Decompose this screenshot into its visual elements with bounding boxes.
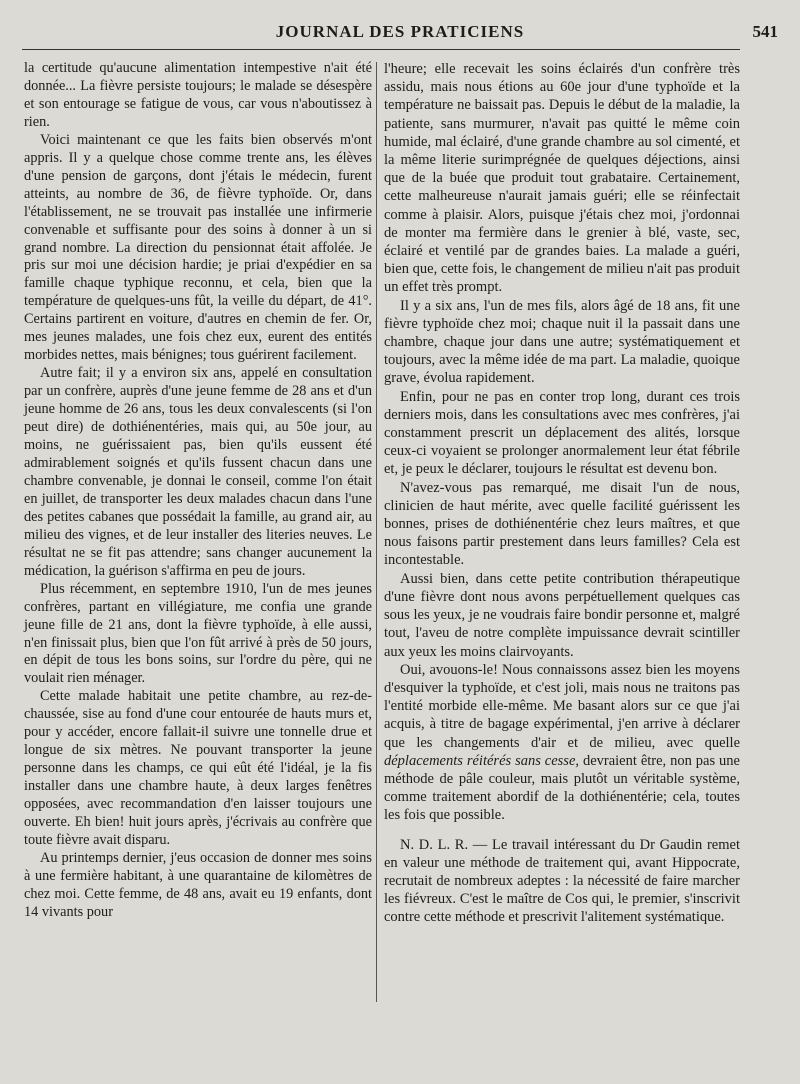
paragraph: Au printemps dernier, j'eus occasion de donner mes soins à une fermière habitant, à une quarantaine de kilomètres de chez moi. Cette femme, de 48 ans, avait eu 19 enfants, dont 14 vivants pour (24, 849, 372, 920)
paragraph: l'heure; elle recevait les soins éclairés d'un confrère très assidu, mais nous étions au 60e jour d'une typhoïde et la température ne baissait pas. Depuis le début de la maladie, la patiente, sans murmurer, n'avait pas quitté le même coin humide, mal éclairé, d'une grande chambre au sol cimenté, et la même literie surimprégnée de quelques déjections, ainsi que de la buée que produit tout grabataire. Certainement, cette malheureuse n'aurait jamais guéri; elle se réinfectait comme à plaisir. Alors, puisque j'étais chez moi, j'ordonnai de monter ma fermière dans le grenier à blé, vaste, sec, éclairé et ventilé par de grandes baies. La malade a guéri, bien que, cette fois, le changement de milieu n'ait pas produit un effet très prompt. (384, 61, 740, 296)
right-column (384, 60, 740, 927)
text-run: devraient être, non pas une méthode de pâle couleur, mais plutôt un véritable système, comme traitement abordif de la dothiénentérie; cela, toutes les fois que possible. (384, 752, 740, 824)
text-run: Oui, avouons-le! Nous connaissons assez bien les moyens d'esquiver la typhoïde, et c'est joli, mais nous ne traitons pas l'entité morbide elle-même. Me basant alors sur ce que j'ai acquis, à titre de bagage expérimental, j'en arrive à déclarer que les changements d'air et de milieu, avec quelle (384, 661, 740, 751)
paragraph: Autre fait; il y a environ six ans, appelé en consultation par un confrère, auprès d'une jeune femme de 28 ans et d'un jeune homme de 26 ans, tous les deux convalescents (si l'on peut dire) de dothiénentéries, mais qui, au 50e jour, au moins, ne guérissaient pas, bien qu'ils eussent été admirablement soignés et qu'ils fussent chacun dans une chambre convenable, je donnai le conseil, comme l'on était en juillet, de transporter les deux malades chacun dans l'une des petites cabanes que possédait la famille, au grand air, au milieu des vignes, et de leur installer des literies neuves. Le résultat ne se fit pas attendre; sans changer aucunement la médication, la guérison s'affirma en peu de jours. (24, 365, 372, 579)
italic-text: déplacements réitérés sans cesse, (384, 752, 580, 769)
paragraph: Il y a six ans, l'un de mes fils, alors âgé de 18 ans, fit une fièvre typhoïde chez moi; chaque nuit il la passait dans une chambre, chaque jour dans une autre; systématiquement et toujours, avec la même idée de ma part. La maladie, quoique grave, évolua rapidement. (384, 297, 740, 387)
paragraph: Plus récemment, en septembre 1910, l'un de mes jeunes confrères, partant en villégiature, me confia une grande jeune fille de 21 ans, dont la fièvre typhoïde, à elle aussi, n'en finissait plus, bien que l'on fût arrivé à près de 50 jours, en dépit de tous les bons soins, sur l'ordre du père, qui ne voulait rien ménager. (24, 580, 372, 687)
header-rule (22, 49, 740, 50)
left-column (24, 60, 372, 922)
column-separator (376, 62, 377, 1002)
paragraph: Cette malade habitait une petite chambre, au rez-de-chaussée, sise au fond d'une cour entourée de hauts murs et, pour y accéder, encore fallait-il suivre une tonnelle drue et longue de six mètres. Ne pouvant transporter la jeune personne dans les champs, ce qui eût été l'idéal, je la fis installer dans une chambre haute, à deux larges fenêtres opposées, avec recommandation d'en laisser toujours une ouverte. Eh bien! huit jours après, j'écrivais au confrère que toute fièvre avait disparu. (24, 688, 372, 848)
paragraph: la certitude qu'aucune alimentation intempestive n'ait été donnée... La fièvre persiste toujours; le malade se désespère et son entourage se fatigue de vous, car vous n'aboutissez à rien. (24, 60, 372, 130)
paragraph: N'avez-vous pas remarqué, me disait l'un de nous, clinicien de haut mérite, avec quelle facilité guérissent les bonnes, prises de dothiénentérie chez leurs maîtres, et que nous faisons partir prestement dans leurs familles? Cela est incontestable. (384, 479, 740, 569)
paragraph: Aussi bien, dans cette petite contribution thérapeutique d'une fièvre dont nous avons perpétuellement quelques cas sous les yeux, je ne voudrais faire bondir personne et, malgré tout, l'aveu de notre complète impuissance devrait scintiller aux yeux les moins clairvoyants. (384, 570, 740, 660)
paragraph: Voici maintenant ce que les faits bien observés m'ont appris. Il y a quelque chose comme trente ans, les élèves d'une pension de garçons, dont j'étais le médecin, furent atteints, au nombre de 36, de fièvre typhoïde. Or, dans l'établissement, ne se trouvait pas installée une infirmerie convenable et suffisante pour des soins à donner à un si grand nombre. La direction du pensionnat était affolée. Je pris sur moi une décision hardie; je priai d'expédier en sa famille chaque typhique reconnu, et cela, bien que la température de quelques-uns fût, la veille du départ, de 41°. Certains partirent en voiture, d'autres en chemin de fer. Or, mes jeunes malades, une fois chez eux, eurent des entités morbides nettes, mais bénignes; tous guérirent facilement. (24, 131, 372, 364)
paragraph: Enfin, pour ne pas en conter trop long, durant ces trois derniers mois, dans les consultations avec mes confrères, j'ai constamment prescrit un déplacement des alités, lorsque ceux-ci voyaient se prolonger anormalement leur état fébrile et, je peux le déclarer, toujours le résultat est devenu bon. (384, 388, 740, 478)
editor-note: N. D. L. R. — Le travail intéressant du Dr Gaudin remet en valeur une méthode de traitement qui, avant Hippocrate, recrutait de nombreux adeptes : la nécessité de faire marcher les fiévreux. C'est le maître de Cos qui, le premier, s'inscrivit contre cette méthode et prescrivit l'alitement systématique. (384, 836, 740, 926)
page-number: 541 (752, 22, 778, 41)
journal-title: JOURNAL DES PRATICIENS (275, 22, 525, 41)
paragraph (384, 661, 740, 825)
page-header (22, 22, 778, 48)
